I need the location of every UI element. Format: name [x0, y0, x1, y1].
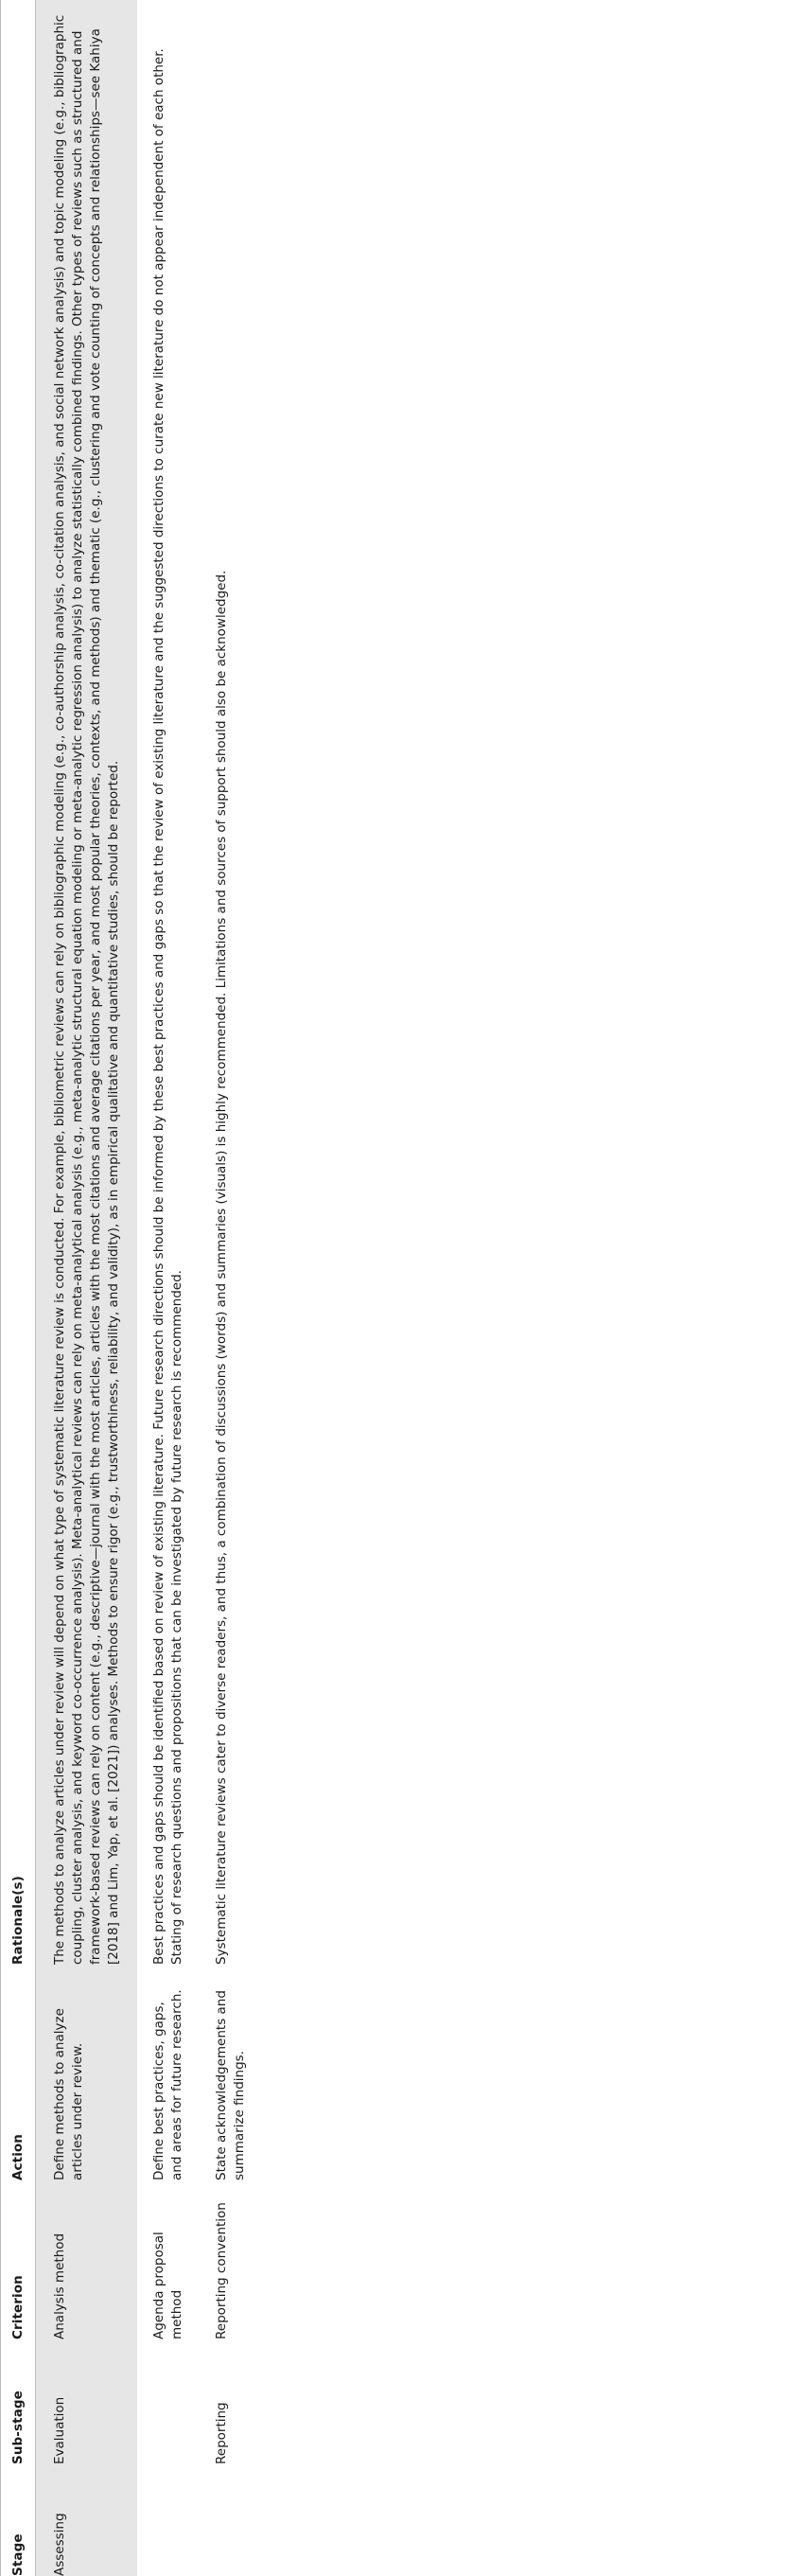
cell-criterion: Reporting convention [200, 2180, 262, 2339]
column-header-action: Action [1, 1965, 36, 2180]
cell-action: Define best practices, gaps, and areas for future research. [137, 1965, 200, 2180]
cell-substage: Reporting [200, 2339, 262, 2464]
cell-criterion: Agenda proposal method [137, 2180, 200, 2339]
cell-action: State acknowledgements and summarize findings. [200, 1965, 262, 2180]
cell-rationale: Best practices and gaps should be identified based on review of existing literature. Future research directions should be informed by these best practices and gaps so that the review of existing literature and the suggested directions to curate new literature do not appear independent of each other. Stating of research questions and propositions that can be investigated by future research is recommended. [137, 0, 200, 1965]
table-row [137, 0, 200, 2576]
cell-substage [137, 2339, 200, 2464]
cell-action: Define methods to analyze articles under review. [36, 1965, 137, 2180]
table-row [200, 0, 262, 2576]
table-header-row [1, 0, 36, 2576]
cell-stage: Assessing [36, 2464, 137, 2576]
cell-stage [137, 2464, 200, 2576]
cell-rationale: The methods to analyze articles under review will depend on what type of systematic literature review is conducted. For example, bibliometric reviews can rely on bibliographic modeling (e.g., co-authorship analysis, co-citation analysis, and social network analysis) and topic modeling (e.g., bibliographic coupling, cluster analysis, and keyword co-occurrence analysis). Meta-analytical reviews can rely on meta-analytical analysis (e.g., meta-analytic structural equation modeling or meta-analytic regression analysis) to analyze statistically combined findings. Other types of reviews such as structured and framework-based reviews can rely on content (e.g., descriptive—journal with the most articles, articles with the most citations and average citations per year, and most popular theories, contexts, and methods) and thematic (e.g., clustering and vote counting of concepts and relationships—see Kahiya [2018] and Lim, Yap, et al. [2021]) analyses. Methods to ensure rigor (e.g., trustworthiness, reliability, and validity), as in empirical qualitative and quantitative studies, should be reported. [36, 0, 137, 1965]
table-row [36, 0, 137, 2576]
cell-criterion: Analysis method [36, 2180, 137, 2339]
table-body [36, 0, 263, 2576]
table-header [1, 0, 36, 2576]
column-header-rationale: Rationale(s) [1, 0, 36, 1965]
column-header-criterion: Criterion [1, 2180, 36, 2339]
cell-substage: Evaluation [36, 2339, 137, 2464]
cell-rationale: Systematic literature reviews cater to diverse readers, and thus, a combination of discussions (words) and summaries (visuals) is highly recommended. Limitations and sources of support should also be acknowledged. [200, 0, 262, 1965]
column-header-stage: Stage [1, 2464, 36, 2576]
cell-stage [200, 2464, 262, 2576]
column-header-substage: Sub-stage [1, 2339, 36, 2464]
review-criteria-table [0, 0, 262, 2576]
